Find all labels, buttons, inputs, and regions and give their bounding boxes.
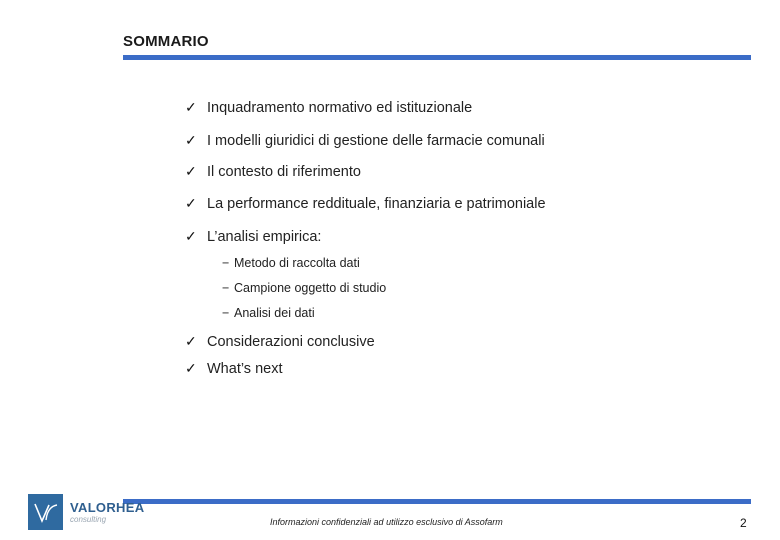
check-icon: ✓ <box>185 195 197 211</box>
brand-subtitle: consulting <box>70 515 107 524</box>
dash-bullet: − <box>222 306 230 320</box>
check-icon: ✓ <box>185 163 197 179</box>
sub-list-item-label: Analisi dei dati <box>234 306 315 320</box>
list-item-label: Inquadramento normativo ed istituzionale <box>207 100 473 116</box>
footer-divider <box>123 499 751 504</box>
page-number: 2 <box>740 516 747 530</box>
check-icon: ✓ <box>185 132 197 148</box>
list-item-label: What’s next <box>207 361 283 377</box>
confidentiality-note: Informazioni confidenziali ad utilizzo esclusivo di Assofarm <box>270 517 503 527</box>
list-item <box>185 99 472 116</box>
list-item-label: La performance reddituale, finanziaria e patrimoniale <box>207 196 546 212</box>
title-divider <box>123 55 751 60</box>
check-icon: ✓ <box>185 333 197 349</box>
check-icon: ✓ <box>185 228 197 244</box>
list-item-label: I modelli giuridici di gestione delle farmacie comunali <box>207 133 545 149</box>
check-icon: ✓ <box>185 99 197 115</box>
list-item <box>185 195 546 212</box>
page-title: SOMMARIO <box>123 33 209 50</box>
sub-list-item <box>222 306 315 320</box>
list-item <box>185 228 321 245</box>
list-item <box>185 163 361 180</box>
sub-list-item <box>222 256 360 270</box>
valorhea-logo-icon <box>28 494 63 530</box>
sub-list-item-label: Metodo di raccolta dati <box>234 256 360 270</box>
sub-list-item <box>222 281 386 295</box>
list-item-label: Il contesto di riferimento <box>207 164 361 180</box>
list-item <box>185 132 545 149</box>
check-icon: ✓ <box>185 360 197 376</box>
list-item <box>185 360 283 377</box>
dash-bullet: − <box>222 281 230 295</box>
list-item-label: Considerazioni conclusive <box>207 334 375 350</box>
list-item <box>185 333 375 350</box>
sub-list-item-label: Campione oggetto di studio <box>234 281 387 295</box>
list-item-label: L’analisi empirica: <box>207 229 322 245</box>
brand-name: VALORHEA <box>70 500 145 515</box>
dash-bullet: − <box>222 256 230 270</box>
